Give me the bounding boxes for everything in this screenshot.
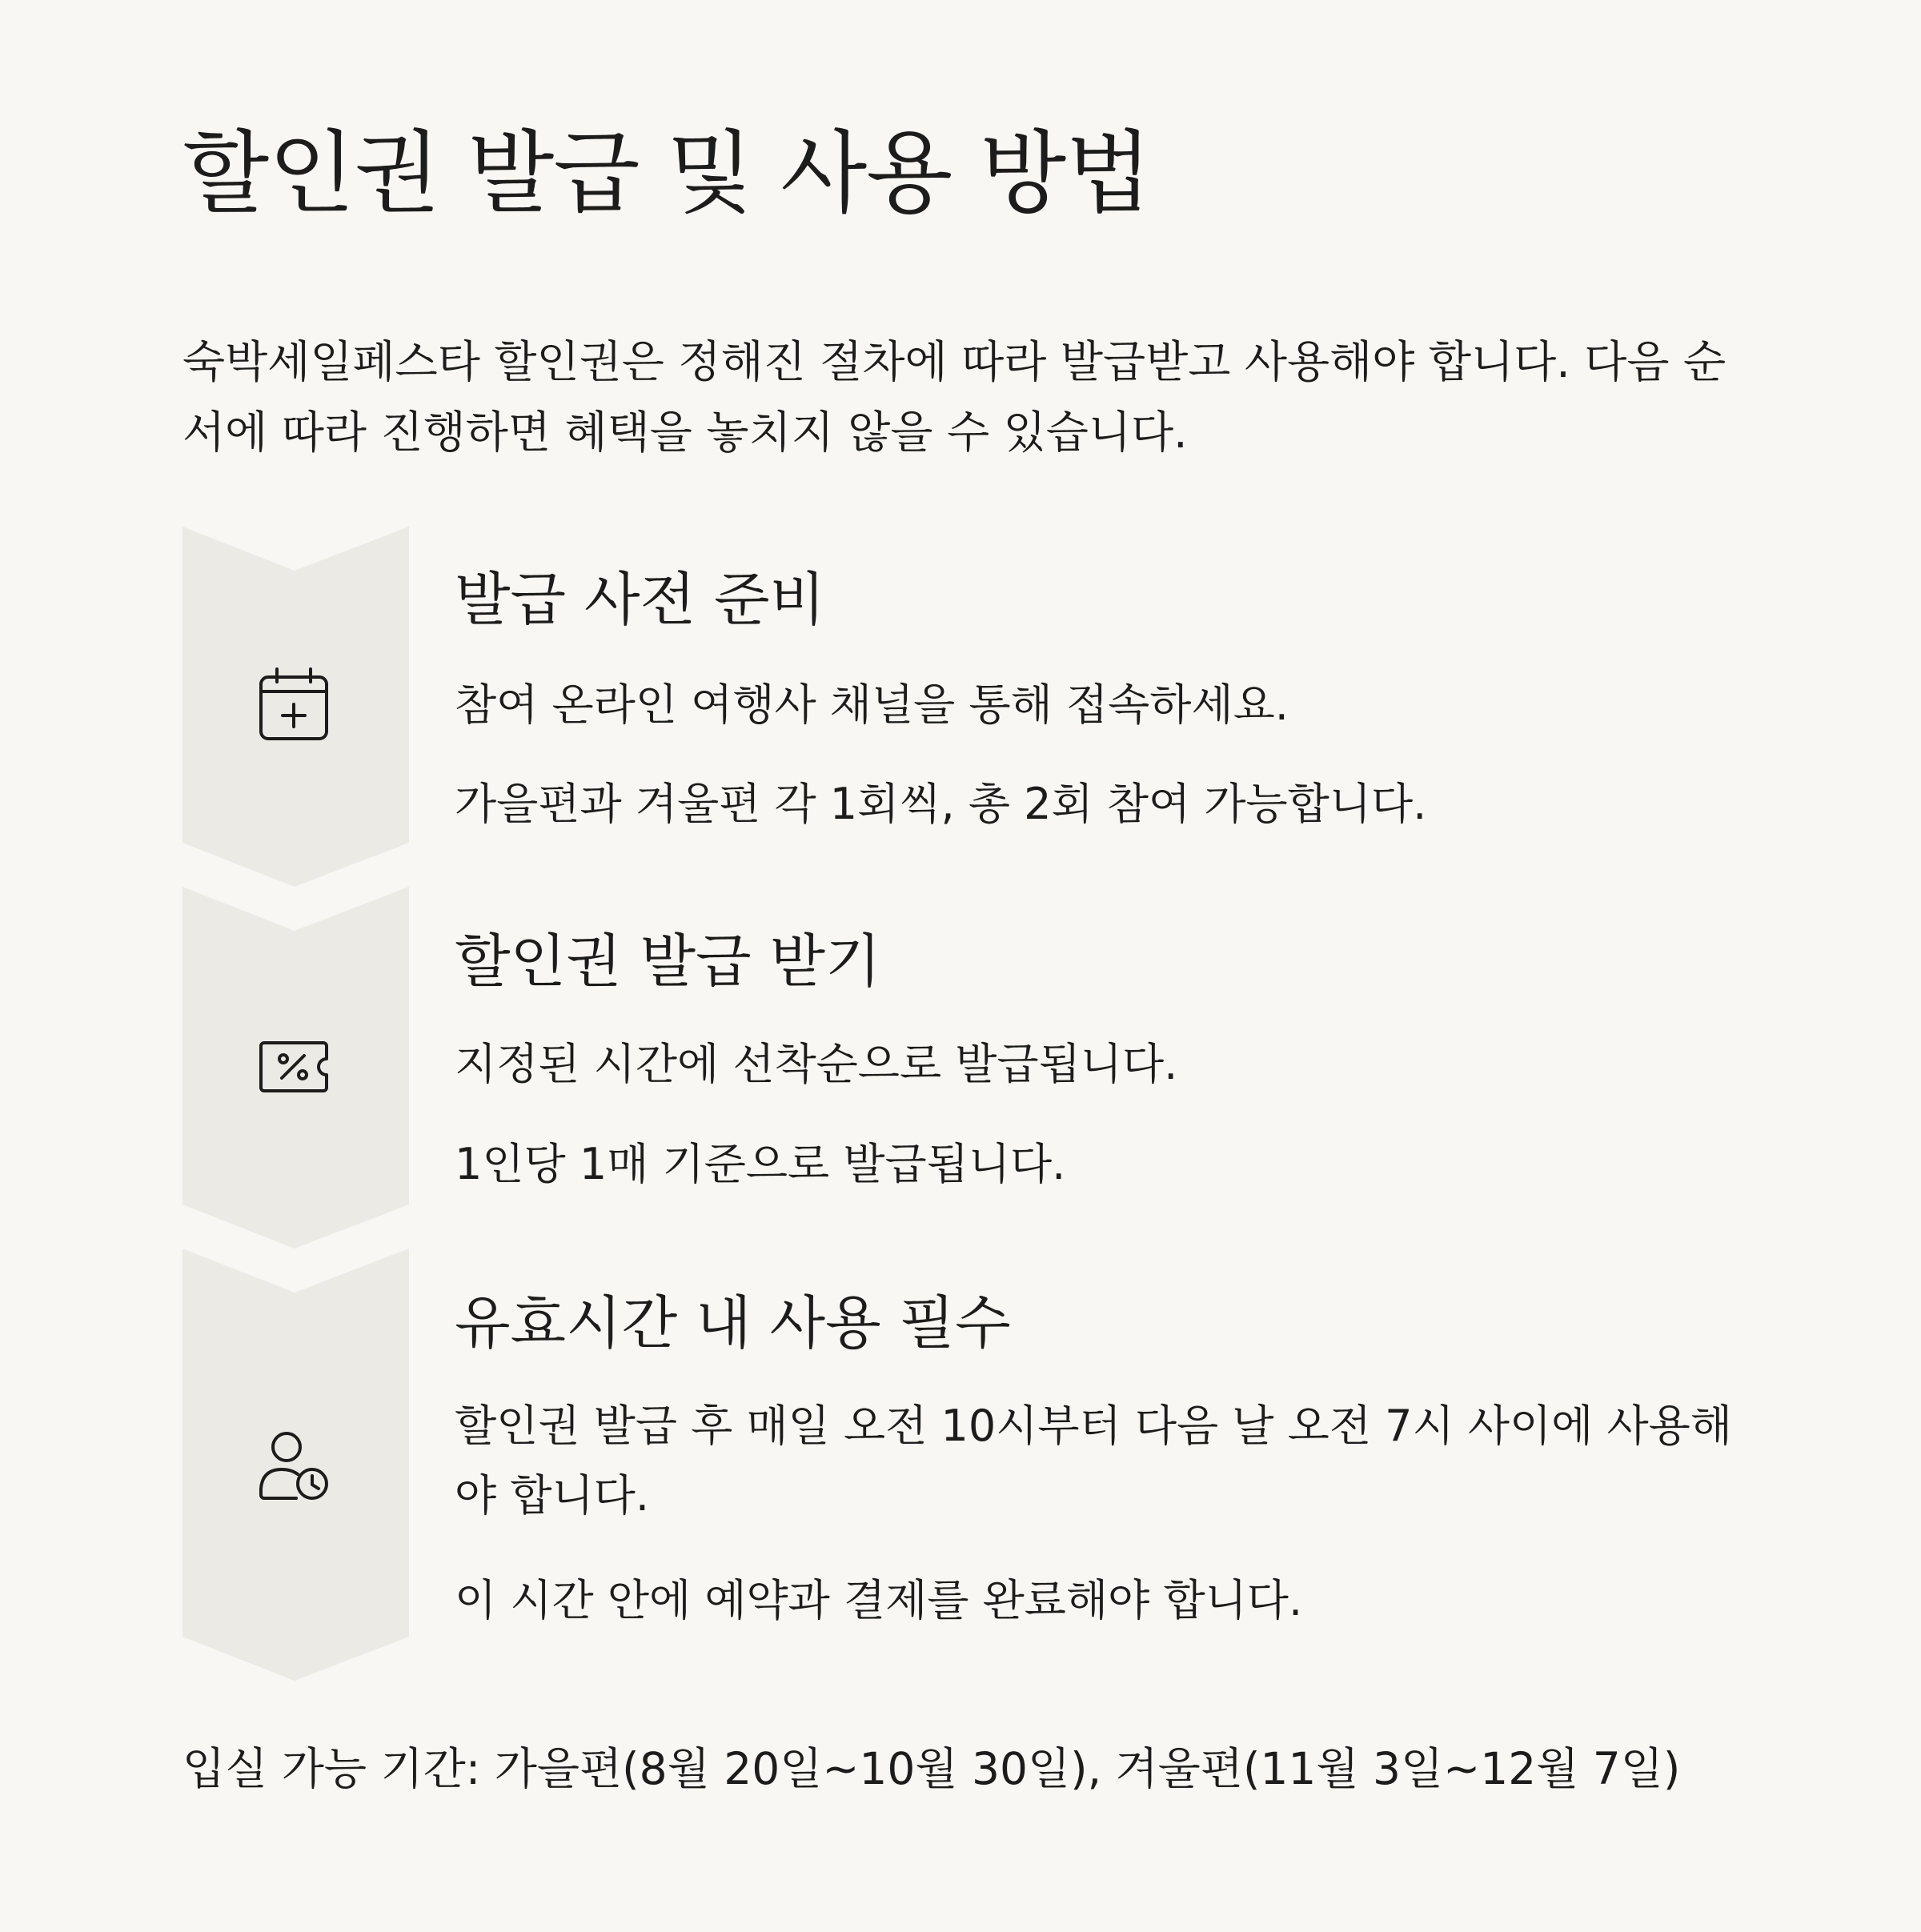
step-3-text-1: 할인권 발급 후 매일 오전 10시부터 다음 날 오전 7시 사이에 사용해야 합니다. <box>455 1401 1732 1521</box>
calendar-plus-icon <box>255 664 335 744</box>
discount-ticket-icon <box>255 1027 335 1107</box>
page-title: 할인권 발급 및 사용 방법 <box>182 122 1152 226</box>
step-2-title: 할인권 발급 받기 <box>455 928 881 995</box>
step-1-text-2: 가을편과 겨울편 각 1회씩, 총 2회 참여 가능합니다. <box>455 779 1427 829</box>
step-1-text-1: 참여 온라인 여행사 채널을 통해 접속하세요. <box>455 679 1289 730</box>
user-clock-icon <box>255 1426 335 1506</box>
step-2-text-1: 지정된 시간에 선착순으로 발급됩니다. <box>455 1039 1178 1089</box>
stay-period-note: 입실 가능 기간: 가을편(8월 20일~10월 30일), 겨울편(11월 3일~12월 7일) <box>182 1743 1681 1794</box>
step-1-title: 발급 사전 준비 <box>455 566 826 633</box>
intro-text: 숙박세일페스타 할인권은 정해진 절차에 따라 발급받고 사용해야 합니다. 다음 순서에 따라 진행하면 혜택을 놓치지 않을 수 있습니다. <box>182 336 1726 458</box>
step-3-text-2: 이 시간 안에 예약과 결제를 완료해야 합니다. <box>455 1575 1303 1625</box>
step-3-title: 유효시간 내 사용 필수 <box>455 1289 1011 1357</box>
step-2-text-2: 1인당 1매 기준으로 발급됩니다. <box>455 1139 1066 1189</box>
